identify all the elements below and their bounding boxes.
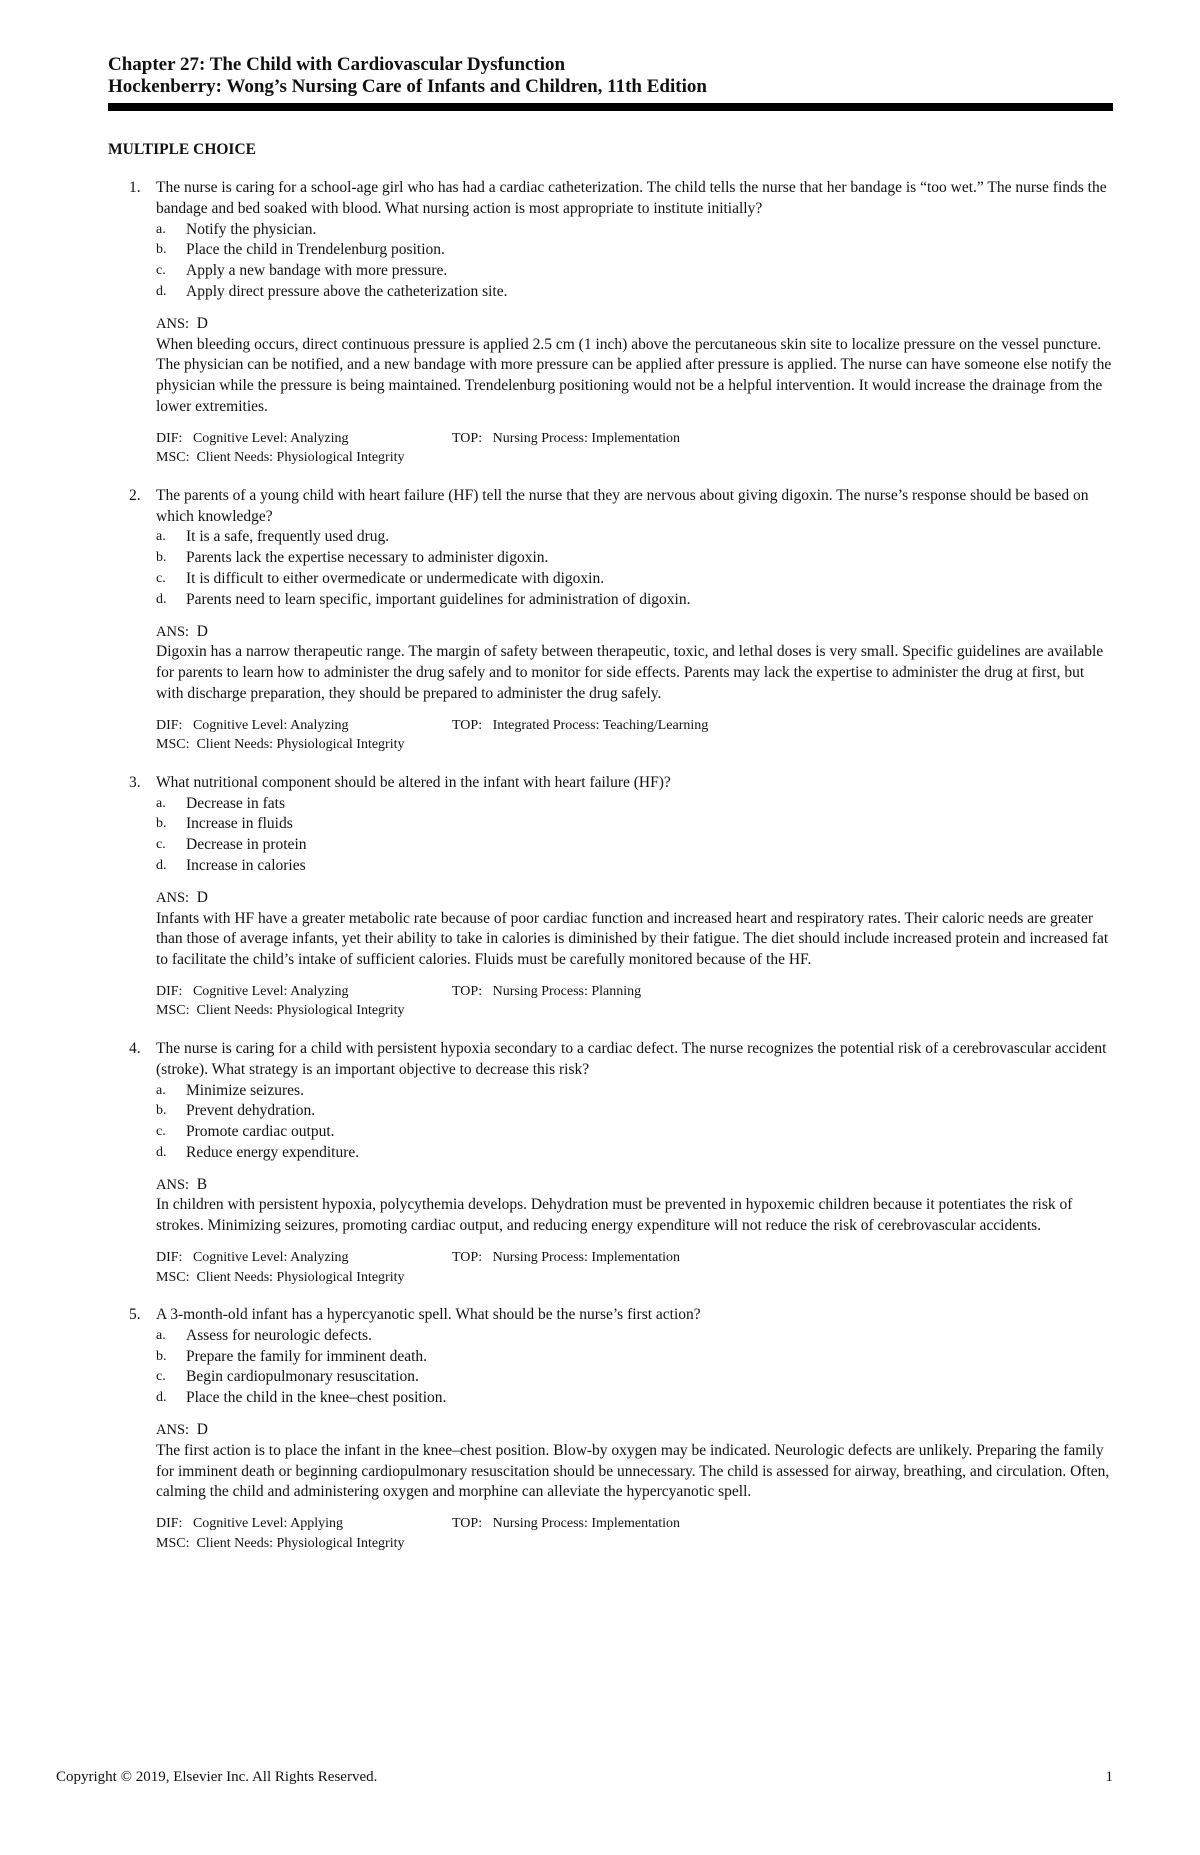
page-footer: [56, 1769, 1113, 1786]
question-5: [108, 1305, 1113, 1553]
option-text: Minimize seizures.: [186, 1081, 304, 1099]
question-2: [108, 486, 1113, 755]
option-text: Increase in fluids: [186, 815, 293, 833]
section-title: MULTIPLE CHOICE: [108, 141, 256, 158]
option-b: [156, 1101, 1113, 1122]
question-meta: [156, 982, 1113, 1021]
question-list: [108, 178, 1113, 1571]
answer-value: B: [196, 1175, 208, 1193]
option-text: It is difficult to either overmedicate or undermedicate with digoxin.: [186, 569, 605, 587]
option-text: Place the child in Trendelenburg position.: [186, 241, 445, 259]
answer-value: D: [196, 1421, 208, 1439]
answer-line: [156, 1175, 1113, 1196]
question-stem: The nurse is caring for a school-age girl who has had a cardiac catheterization. The child tells the nurse that her bandage is “too wet.” The nurse finds the bandage and bed soaked with blood. What nursing action is most appropriate to institute initially?: [156, 179, 1107, 217]
option-text: Parents need to learn specific, important guidelines for administration of digoxin.: [186, 590, 691, 608]
answer-label: ANS:: [156, 623, 190, 640]
question-number: 3.: [129, 773, 141, 791]
answer-line: [156, 1420, 1113, 1441]
topic-label: TOP: Integrated Process: Teaching/Learning: [452, 717, 709, 733]
question-number: 5.: [129, 1306, 141, 1324]
difficulty-label: DIF: Cognitive Level: Analyzing: [156, 983, 349, 999]
answer-value: D: [196, 314, 208, 332]
question-stem: A 3-month-old infant has a hypercyanotic spell. What should be the nurse’s first action?: [156, 1306, 701, 1324]
question-stem: The parents of a young child with heart failure (HF) tell the nurse that they are nervous about giving digoxin. The nurse’s response should be based on which knowledge?: [156, 486, 1089, 525]
option-a: [156, 1081, 1113, 1102]
topic-label: TOP: Nursing Process: Implementation: [452, 1516, 680, 1532]
answer-label: ANS:: [156, 1422, 190, 1439]
option-text: Parents lack the expertise necessary to administer digoxin.: [186, 549, 549, 567]
question-meta: [156, 1248, 1113, 1287]
answer-label: ANS:: [156, 315, 190, 332]
option-letter: a.: [156, 1327, 166, 1343]
answer-label: ANS:: [156, 1176, 190, 1193]
question-stem: The nurse is caring for a child with persistent hypoxia secondary to a cardiac defect. The nurse recognizes the potential risk of a cerebrovascular accident (stroke). What strategy is an important objective to decrease this risk?: [156, 1039, 1107, 1078]
option-c: [156, 261, 1113, 282]
option-letter: a.: [156, 529, 166, 545]
option-d: [156, 856, 1113, 877]
client-needs-label: MSC: Client Needs: Physiological Integrity: [156, 1269, 405, 1285]
option-letter: a.: [156, 795, 166, 811]
topic-label: TOP: Nursing Process: Implementation: [452, 430, 680, 446]
question-3: [108, 773, 1113, 1021]
difficulty-label: DIF: Cognitive Level: Analyzing: [156, 717, 349, 733]
copyright-notice: Copyright © 2019, Elsevier Inc. All Rights Reserved.: [56, 1769, 378, 1785]
client-needs-label: MSC: Client Needs: Physiological Integrity: [156, 1003, 405, 1019]
question-number: 1.: [129, 179, 141, 196]
chapter-title: Chapter 27: The Child with Cardiovascular Dysfunction: [108, 54, 566, 75]
answer-line: [156, 888, 1113, 909]
answer-value: D: [196, 888, 208, 906]
option-c: [156, 835, 1113, 856]
client-needs-label: MSC: Client Needs: Physiological Integrity: [156, 450, 405, 466]
option-d: [156, 282, 1113, 303]
option-letter: d.: [156, 1390, 167, 1406]
rationale: The first action is to place the infant in the knee–chest position. Blow-by oxygen may be indicated. Neurologic defects are unlikely. Preparing the family for imminent death or beginning cardiopulmonary resuscitation should be unnecessary. The child is assessed for airway, breathing, and circulation. Often, calming the child and administering oxygen and morphine can alleviate the hypercyanotic spell.: [156, 1441, 1110, 1501]
topic-label: TOP: Nursing Process: Implementation: [452, 1250, 680, 1266]
option-letter: d.: [156, 857, 167, 873]
option-list: [156, 1081, 1113, 1164]
option-letter: b.: [156, 550, 167, 566]
difficulty-label: DIF: Cognitive Level: Applying: [156, 1516, 344, 1532]
client-needs-label: MSC: Client Needs: Physiological Integrity: [156, 737, 405, 753]
option-text: Prevent dehydration.: [186, 1102, 316, 1120]
option-list: [156, 1326, 1113, 1409]
option-b: [156, 548, 1113, 569]
option-letter: d.: [156, 1144, 167, 1160]
question-stem: What nutritional component should be altered in the infant with heart failure (HF)?: [156, 773, 671, 791]
rationale: Infants with HF have a greater metabolic rate because of poor cardiac function and increased heart and respiratory rates. Their caloric needs are greater than those of average infants, yet their ability to take in calories is diminished by their fatigue. The diet should include increased protein and increased fat to facilitate the child’s intake of sufficient calories. Fluids must be carefully monitored because of the HF.: [156, 909, 1109, 969]
question-1: [108, 178, 1113, 468]
option-d: [156, 590, 1113, 611]
rationale: When bleeding occurs, direct continuous pressure is applied 2.5 cm (1 inch) above the percutaneous skin site to localize pressure on the vessel puncture. The physician can be notified, and a new bandage with more pressure can be applied after pressure is applied. The nurse can have someone else notify the physician while the pressure is being maintained. Trendelenburg positioning would not be a helpful intervention. It would increase the drainage from the lower extremities.: [156, 335, 1112, 415]
option-text: Apply a new bandage with more pressure.: [186, 262, 448, 280]
option-letter: a.: [156, 1082, 166, 1098]
option-a: [156, 220, 1113, 241]
option-text: It is a safe, frequently used drug.: [186, 528, 390, 546]
option-text: Increase in calories: [186, 856, 306, 874]
option-a: [156, 794, 1113, 815]
rationale: In children with persistent hypoxia, polycythemia develops. Dehydration must be prevented in hypoxemic children because it potentiates the risk of strokes. Minimizing seizures, promoting cardiac output, and reducing energy expenditure will not reduce the risk of cerebrovascular accidents.: [156, 1196, 1073, 1235]
option-text: Promote cardiac output.: [186, 1123, 335, 1141]
option-letter: d.: [156, 591, 167, 607]
question-meta: [156, 716, 1113, 755]
topic-label: TOP: Nursing Process: Planning: [452, 983, 642, 999]
question-number: 2.: [129, 486, 141, 504]
option-letter: a.: [156, 221, 166, 237]
book-title: Hockenberry: Wong’s Nursing Care of Infants and Children, 11th Edition: [108, 76, 707, 97]
option-list: [156, 527, 1113, 610]
option-letter: c.: [156, 837, 166, 853]
option-letter: c.: [156, 1369, 166, 1385]
difficulty-label: DIF: Cognitive Level: Analyzing: [156, 430, 349, 446]
answer-line: [156, 622, 1113, 643]
option-letter: b.: [156, 816, 167, 832]
option-text: Decrease in protein: [186, 836, 307, 854]
option-text: Reduce energy expenditure.: [186, 1143, 360, 1161]
option-text: Prepare the family for imminent death.: [186, 1347, 428, 1365]
option-letter: b.: [156, 1348, 167, 1364]
option-list: [156, 794, 1113, 877]
answer-line: [156, 314, 1113, 335]
question-meta: [156, 429, 1113, 468]
option-b: [156, 814, 1113, 835]
option-d: [156, 1388, 1113, 1409]
option-letter: b.: [156, 242, 167, 258]
option-text: Place the child in the knee–chest position.: [186, 1389, 447, 1407]
option-letter: c.: [156, 1124, 166, 1140]
client-needs-label: MSC: Client Needs: Physiological Integrity: [156, 1535, 405, 1551]
option-text: Decrease in fats: [186, 794, 285, 812]
option-c: [156, 1122, 1113, 1143]
answer-value: D: [196, 622, 208, 640]
difficulty-label: DIF: Cognitive Level: Analyzing: [156, 1250, 349, 1266]
page-number: 1: [1105, 1769, 1113, 1785]
question-4: [108, 1039, 1113, 1287]
option-letter: c.: [156, 570, 166, 586]
option-text: Assess for neurologic defects.: [186, 1326, 372, 1344]
option-b: [156, 1347, 1113, 1368]
option-a: [156, 1326, 1113, 1347]
option-letter: c.: [156, 263, 166, 279]
option-c: [156, 1367, 1113, 1388]
option-b: [156, 240, 1113, 261]
option-a: [156, 527, 1113, 548]
option-letter: d.: [156, 283, 167, 299]
rationale: Digoxin has a narrow therapeutic range. The margin of safety between therapeutic, toxic, and lethal doses is very small. Specific guidelines are available for parents to learn how to administer the drug safely and to monitor for side effects. Parents may lack the expertise to administer the drug at first, but with discharge preparation, they should be prepared to administer the drug safely.: [156, 643, 1104, 702]
header-rule: [108, 103, 1113, 111]
option-d: [156, 1143, 1113, 1164]
option-text: Notify the physician.: [186, 220, 317, 238]
question-meta: [156, 1514, 1113, 1553]
question-number: 4.: [129, 1039, 141, 1057]
option-text: Begin cardiopulmonary resuscitation.: [186, 1368, 419, 1386]
option-text: Apply direct pressure above the catheterization site.: [186, 282, 508, 300]
document-header: [108, 54, 1108, 98]
answer-label: ANS:: [156, 889, 190, 906]
option-list: [156, 220, 1113, 303]
option-c: [156, 569, 1113, 590]
option-letter: b.: [156, 1103, 167, 1119]
